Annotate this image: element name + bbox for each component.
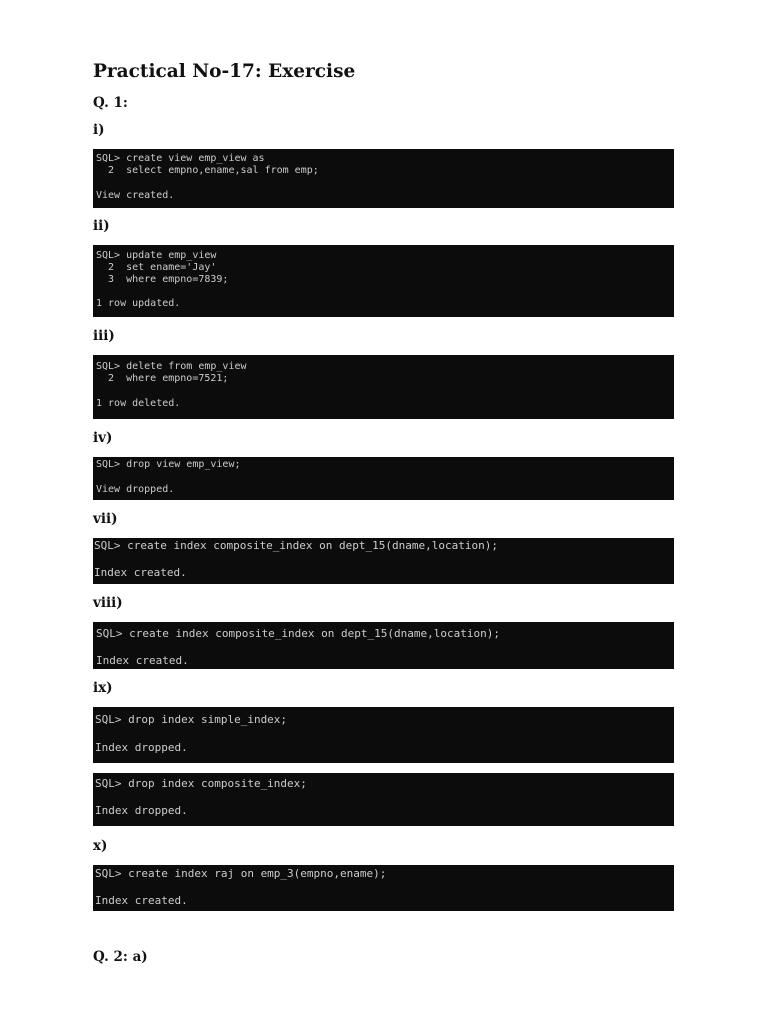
terminal-line: 2 set ename='Jay': [96, 262, 217, 273]
terminal-output: 1 row updated.: [96, 298, 181, 309]
terminal-line: SQL> create index composite_index on dept_15(dname,location);: [94, 539, 498, 552]
terminal-output: Index created.: [94, 566, 187, 579]
terminal-screenshot-viii: [93, 622, 674, 669]
terminal-line: 2 where empno=7521;: [96, 373, 229, 384]
question-2-label: Q. 2: a): [93, 949, 148, 965]
terminal-screenshot-ix-2: [93, 773, 674, 826]
terminal-output: View created.: [96, 190, 175, 201]
terminal-screenshot-x: [93, 865, 674, 911]
terminal-line: 3 where empno=7839;: [96, 274, 229, 285]
question-1-label: Q. 1:: [93, 95, 128, 111]
terminal-screenshot-vii: [93, 538, 674, 584]
terminal-line: SQL> drop view emp_view;: [96, 459, 241, 470]
section-iv-label: iv): [93, 430, 113, 446]
terminal-line: SQL> update emp_view: [96, 250, 217, 261]
terminal-line: 2 select empno,ename,sal from emp;: [96, 165, 319, 176]
section-ix-label: ix): [93, 680, 113, 696]
terminal-screenshot-iii: [93, 355, 674, 419]
terminal-line: SQL> create view emp_view as: [96, 153, 265, 164]
terminal-screenshot-ii: [93, 245, 674, 317]
terminal-output: Index dropped.: [95, 804, 188, 817]
section-viii-label: viii): [93, 595, 123, 611]
section-ii-label: ii): [93, 218, 110, 234]
terminal-screenshot-ix-1: [93, 707, 674, 763]
terminal-output: 1 row deleted.: [96, 398, 181, 409]
terminal-line: SQL> delete from emp_view: [96, 361, 247, 372]
terminal-line: SQL> create index composite_index on dept_15(dname,location);: [96, 627, 500, 640]
terminal-output: Index dropped.: [95, 741, 188, 754]
terminal-output: View dropped.: [96, 484, 175, 495]
terminal-line: SQL> create index raj on emp_3(empno,ename);: [95, 867, 387, 880]
terminal-screenshot-i: [93, 149, 674, 208]
section-x-label: x): [93, 838, 108, 854]
terminal-screenshot-iv: [93, 457, 674, 500]
section-i-label: i): [93, 122, 105, 138]
terminal-line: SQL> drop index simple_index;: [95, 713, 288, 726]
section-vii-label: vii): [93, 511, 118, 527]
document-title: Practical No-17: Exercise: [93, 61, 356, 82]
section-iii-label: iii): [93, 328, 115, 344]
terminal-line: SQL> drop index composite_index;: [95, 777, 307, 790]
terminal-output: Index created.: [95, 894, 188, 907]
terminal-output: Index created.: [96, 654, 189, 667]
